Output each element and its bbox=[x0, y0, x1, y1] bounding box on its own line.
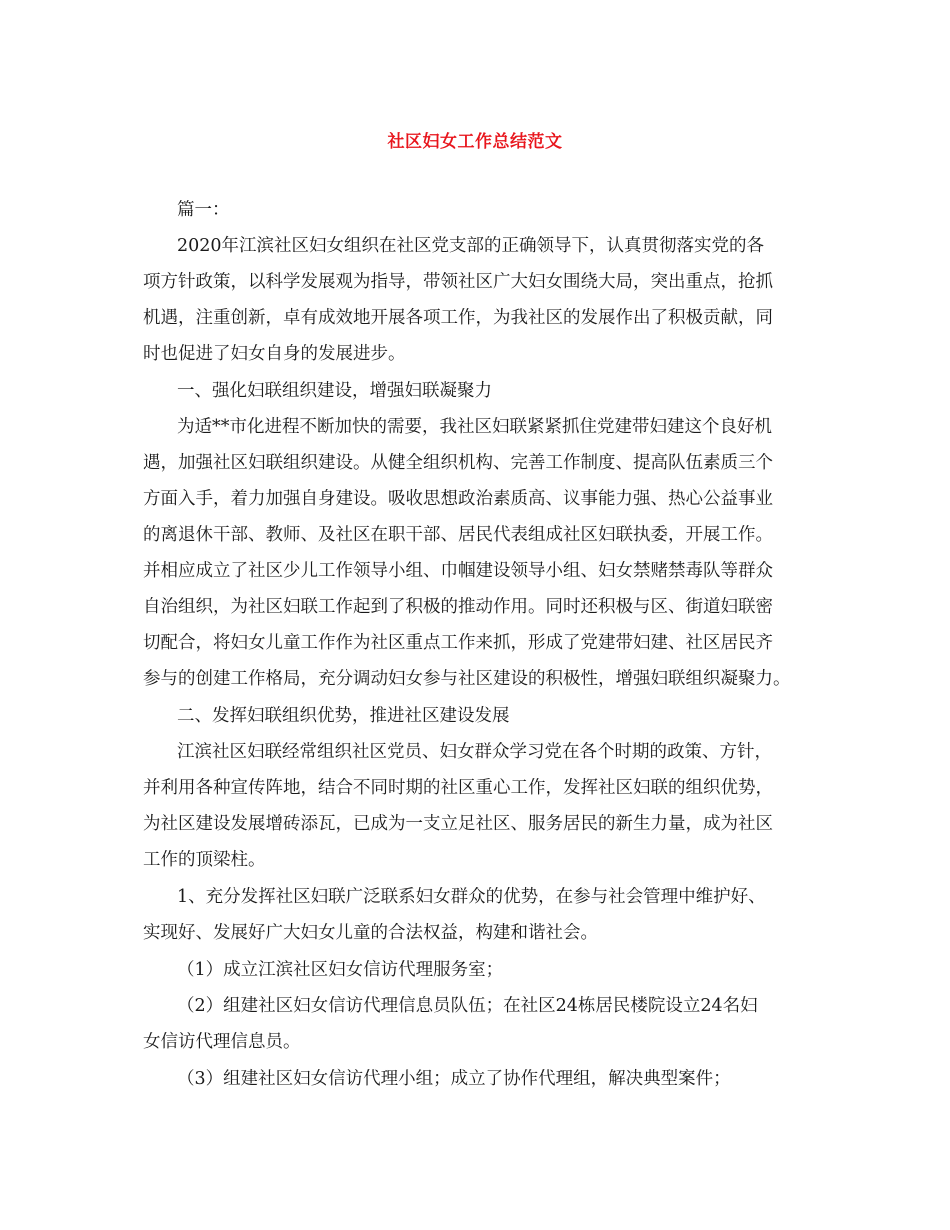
paragraph-line: 江滨社区妇联经常组织社区党员、妇女群众学习党在各个时期的政策、方针， bbox=[177, 742, 772, 762]
paragraph-line: 切配合，将妇女儿童工作作为社区重点工作来抓，形成了党建带妇建、社区居民齐 bbox=[143, 633, 773, 653]
list-item: （1）成立江滨社区妇女信访代理服务室； bbox=[177, 960, 504, 980]
heading-line: 一、强化妇联组织建设，增强妇联凝聚力 bbox=[177, 381, 492, 401]
list-item: （2）组建社区妇女信访代理信息员队伍；在社区24栋居民楼院设立24名妇 bbox=[177, 996, 758, 1016]
paragraph-line: 并利用各种宣传阵地，结合不同时期的社区重心工作，发挥社区妇联的组织优势， bbox=[143, 778, 773, 798]
paragraph-line: 为适**市化进程不断加快的需要，我社区妇联紧紧抓住党建带妇建这个良好机 bbox=[177, 417, 772, 437]
paragraph-line: 1、充分发挥社区妇联广泛联系妇女群众的优势，在参与社会管理中维护好、 bbox=[177, 887, 766, 907]
paragraph-line: 自治组织，为社区妇联工作起到了积极的推动作用。同时还积极与区、街道妇联密 bbox=[143, 597, 773, 617]
paragraph-line: 方面入手，着力加强自身建设。吸收思想政治素质高、议事能力强、热心公益事业 bbox=[143, 489, 773, 509]
heading-line: 二、发挥妇联组织优势，推进社区建设发展 bbox=[177, 706, 510, 726]
paragraph-line: 的离退休干部、教师、及社区在职干部、居民代表组成社区妇联执委，开展工作。 bbox=[143, 525, 773, 545]
paragraph-line: 工作的顶梁柱。 bbox=[143, 850, 266, 870]
paragraph-line: 参与的创建工作格局，充分调动妇女参与社区建设的积极性，增强妇联组织凝聚力。 bbox=[143, 669, 791, 689]
paragraph-line: 并相应成立了社区少儿工作领导小组、巾帼建设领导小组、妇女禁赌禁毒队等群众 bbox=[143, 561, 773, 581]
paragraph-line: 机遇，注重创新，卓有成效地开展各项工作，为我社区的发展作出了积极贡献，同 bbox=[143, 308, 773, 328]
paragraph-line: 时也促进了妇女自身的发展进步。 bbox=[143, 344, 406, 364]
paragraph-line: 遇，加强社区妇联组织建设。从健全组织机构、完善工作制度、提高队伍素质三个 bbox=[143, 453, 773, 473]
paragraph-line: 实现好、发展好广大妇女儿童的合法权益，构建和谐社会。 bbox=[143, 923, 598, 943]
section-label: 篇一： bbox=[177, 200, 230, 220]
list-item: （3）组建社区妇女信访代理小组；成立了协作代理组，解决典型案件； bbox=[177, 1069, 731, 1089]
document-title: 社区妇女工作总结范文 bbox=[387, 132, 563, 152]
paragraph-line: 为社区建设发展增砖添瓦，已成为一支立足社区、服务居民的新生力量，成为社区 bbox=[143, 814, 773, 834]
paragraph-line: 2020年江滨社区妇女组织在社区党支部的正确领导下，认真贯彻落实党的各 bbox=[177, 236, 765, 256]
paragraph-line: 项方针政策，以科学发展观为指导，带领社区广大妇女围绕大局，突出重点，抢抓 bbox=[143, 272, 773, 292]
list-item-continuation: 女信访代理信息员。 bbox=[143, 1032, 301, 1052]
